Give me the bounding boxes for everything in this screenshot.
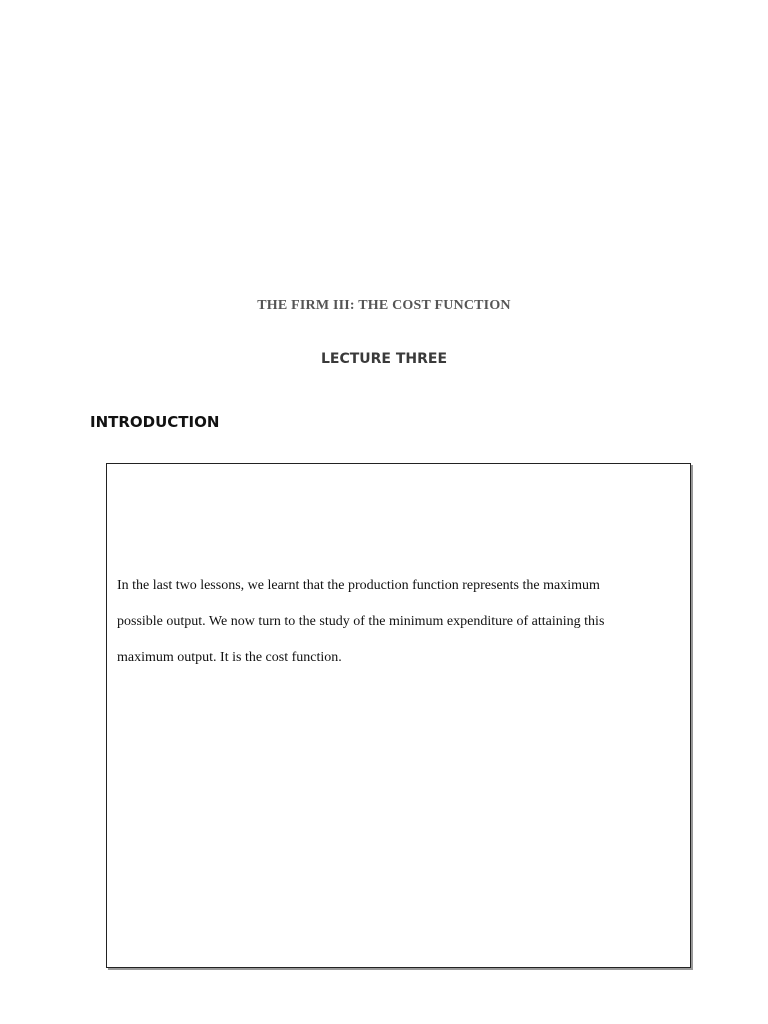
introduction-paragraph — [117, 568, 677, 676]
intro-line: In the last two lessons, we learnt that the production function represents the maximum — [117, 578, 600, 593]
document-title: THE FIRM III: THE COST FUNCTION — [257, 298, 511, 313]
intro-line: maximum output. It is the cost function. — [117, 650, 342, 665]
introduction-text-box — [106, 463, 691, 968]
intro-line: possible output. We now turn to the study of the minimum expenditure of attaining this — [117, 614, 605, 629]
lecture-heading: LECTURE THREE — [320, 351, 448, 367]
section-heading-introduction: INTRODUCTION — [90, 413, 220, 431]
